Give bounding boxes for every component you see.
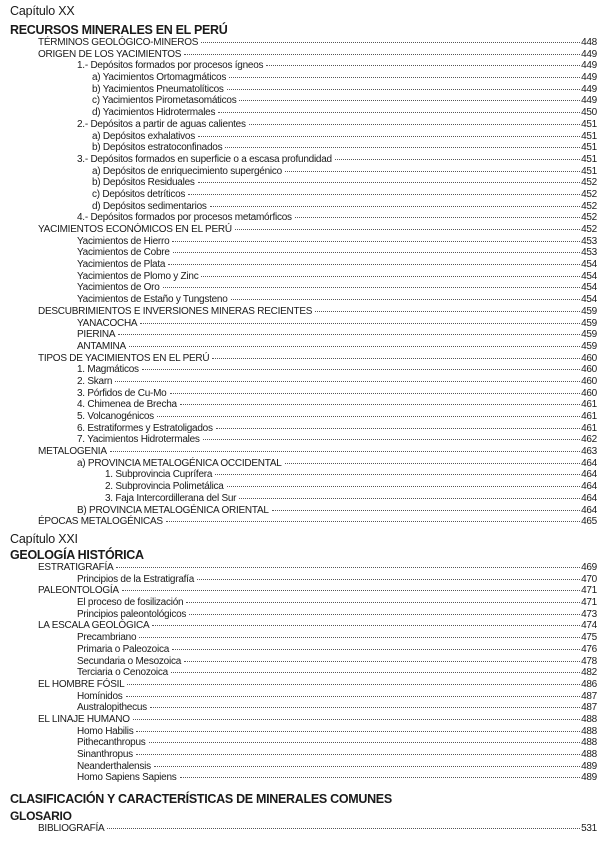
toc-entry-page: 487 — [581, 702, 597, 714]
dot-leader — [189, 614, 580, 615]
toc-entry-page: 453 — [581, 247, 597, 259]
toc-entry-page: 452 — [581, 224, 597, 235]
toc-entry-page: 464 — [581, 481, 597, 493]
dot-leader — [180, 404, 580, 405]
toc-entry-page: 487 — [581, 690, 597, 702]
toc-entry-title: BIBLIOGRAFÍA — [38, 823, 105, 834]
toc-entry-title: a) PROVINCIA METALOGÉNICA OCCIDENTAL — [77, 457, 282, 469]
toc-entry-page: 448 — [581, 37, 597, 48]
toc-entry-title: Yacimientos de Plata — [77, 259, 166, 271]
toc-entry-page: 454 — [581, 270, 597, 282]
toc-entry-page: 452 — [581, 188, 597, 200]
toc-entry-title: Principios de la Estratigrafía — [77, 573, 195, 585]
dot-leader — [170, 393, 581, 394]
toc-entry-page: 449 — [581, 95, 597, 107]
dot-leader — [227, 486, 580, 487]
toc-entry — [0, 423, 597, 435]
toc-entry — [0, 505, 597, 517]
toc-entry — [0, 376, 597, 388]
dot-leader — [172, 649, 580, 650]
toc-entry — [0, 236, 597, 248]
toc-entry-page: 459 — [581, 329, 597, 341]
dot-leader — [198, 136, 580, 137]
toc-entry — [0, 644, 597, 656]
toc-entry — [0, 341, 597, 353]
toc-entry — [0, 667, 597, 679]
toc-entry-title: b) Depósitos Residuales — [92, 177, 195, 189]
toc-entry-page: 489 — [581, 760, 597, 772]
dot-leader — [188, 194, 580, 195]
toc-entry-page: 469 — [581, 562, 597, 573]
toc-entry — [0, 154, 597, 166]
toc-entry — [0, 247, 597, 259]
toc-entry-page: 459 — [581, 305, 597, 317]
chapter-title: GEOLOGÍA HISTÓRICA — [10, 548, 144, 562]
toc-entry-title: 2. Subprovincia Polimetálica — [105, 481, 224, 493]
toc-entry — [0, 49, 597, 61]
toc-entry-title: c) Yacimientos Pirometasomáticos — [92, 95, 237, 107]
section-title: GLOSARIO — [10, 809, 72, 823]
toc-entry-page: 460 — [581, 352, 597, 364]
toc-entry — [0, 294, 597, 306]
toc-entry-title: 1. Subprovincia Cuprífera — [105, 469, 213, 481]
dot-leader — [136, 731, 580, 732]
dot-leader — [198, 182, 580, 183]
toc-entry-page: 474 — [581, 620, 597, 632]
dot-leader — [315, 311, 580, 312]
dot-leader — [154, 766, 580, 767]
toc-entry-title: 2. Skarn — [77, 375, 113, 387]
dot-leader — [180, 777, 581, 778]
toc-entry-title: 1. Magmáticos — [77, 364, 139, 376]
dot-leader — [285, 463, 581, 464]
toc-entry — [0, 37, 597, 49]
dot-leader — [231, 299, 581, 300]
toc-entry-title: c) Depósitos detríticos — [92, 188, 186, 200]
toc-entry-title: d) Depósitos sedimentarios — [92, 200, 207, 212]
toc-entry-title: Primaria o Paleozoica — [77, 643, 170, 655]
toc-entry-page: 470 — [581, 573, 597, 585]
toc-entry-title: B) PROVINCIA METALOGÉNICA ORIENTAL — [77, 504, 269, 516]
toc-entry-page: 463 — [581, 446, 597, 458]
dot-leader — [116, 567, 580, 568]
dot-leader — [168, 264, 580, 265]
toc-entry-title: d) Yacimientos Hidrotermales — [92, 107, 216, 119]
toc-entry-page: 460 — [581, 375, 597, 387]
toc-entry-title: 1.- Depósitos formados por procesos ígneos — [77, 60, 264, 72]
toc-entry — [0, 691, 597, 703]
dot-leader — [129, 346, 580, 347]
toc-entry-title: 7. Yacimientos Hidrotermales — [77, 434, 200, 446]
toc-entry — [0, 469, 597, 481]
toc-entry — [0, 201, 597, 213]
toc-entry-page: 475 — [581, 632, 597, 644]
toc-entry-page: 451 — [581, 165, 597, 177]
toc-entry-page: 459 — [581, 340, 597, 352]
toc-entry-title: Australopithecus — [77, 702, 147, 714]
toc-entry — [0, 364, 597, 376]
toc-entry — [0, 481, 597, 493]
toc-entry-title: 3. Faja Intercordillerana del Sur — [105, 492, 237, 504]
toc-entry — [0, 119, 597, 131]
toc-entry — [0, 714, 597, 726]
toc-entry-title: Yacimientos de Plomo y Zinc — [77, 270, 199, 282]
toc-entry-page: 488 — [581, 725, 597, 737]
toc-entry — [0, 189, 597, 201]
dot-leader — [218, 112, 580, 113]
dot-leader — [295, 217, 580, 218]
toc-entry-title: 5. Volcanogénicos — [77, 411, 154, 422]
toc-entry — [0, 107, 597, 119]
toc-entry-page: 488 — [581, 737, 597, 749]
chapter-title: RECURSOS MINERALES EN EL PERÚ — [10, 23, 228, 37]
toc-entry-page: 482 — [581, 667, 597, 679]
toc-entry-title: Pithecanthropus — [77, 737, 146, 749]
toc-entry — [0, 131, 597, 143]
dot-leader — [152, 625, 580, 626]
toc-entry-title: TIPOS DE YACIMIENTOS EN EL PERÚ — [38, 352, 210, 364]
toc-entry-title: ESTRATIGRAFÍA — [38, 562, 114, 573]
toc-entry-title: a) Depósitos exhalativos — [92, 130, 195, 142]
dot-leader — [173, 252, 580, 253]
toc-entry-title: Yacimientos de Estaño y Tungsteno — [77, 294, 228, 306]
toc-entry-page: 488 — [581, 749, 597, 760]
dot-leader — [239, 498, 580, 499]
toc-entry-page: 476 — [581, 643, 597, 655]
dot-leader — [107, 828, 580, 829]
toc-entry — [0, 434, 597, 446]
toc-entry — [0, 597, 597, 609]
toc-entry-page: 473 — [581, 608, 597, 620]
toc-entry — [0, 516, 597, 528]
toc-entry-title: Sinanthropus — [77, 749, 133, 760]
dot-leader — [227, 89, 580, 90]
toc-entry — [0, 562, 597, 574]
dot-leader — [163, 287, 580, 288]
toc-entry — [0, 329, 597, 341]
toc-entry-page: 465 — [581, 516, 597, 528]
toc-entry-page: 460 — [581, 387, 597, 399]
toc-entry-page: 454 — [581, 294, 597, 306]
toc-entry-page: 461 — [581, 411, 597, 422]
toc-entry-page: 459 — [581, 317, 597, 329]
dot-leader — [203, 439, 580, 440]
toc-entry — [0, 72, 597, 84]
toc-entry — [0, 399, 597, 411]
dot-leader — [127, 684, 580, 685]
toc-entry — [0, 353, 597, 365]
toc-entry-page: 449 — [581, 72, 597, 84]
dot-leader — [210, 206, 580, 207]
toc-entry — [0, 446, 597, 458]
dot-leader — [285, 171, 580, 172]
toc-entry-page: 452 — [581, 212, 597, 224]
toc-entry-page: 454 — [581, 259, 597, 271]
toc-entry — [0, 142, 597, 154]
toc-entry-title: 4. Chimenea de Brecha — [77, 399, 177, 411]
dot-leader — [239, 100, 580, 101]
dot-leader — [272, 510, 580, 511]
dot-leader — [118, 334, 580, 335]
dot-leader — [136, 754, 580, 755]
toc-entry — [0, 749, 597, 761]
toc-entry-title: 4.- Depósitos formados por procesos metamórficos — [77, 212, 292, 224]
toc-entry-title: LA ESCALA GEOLÓGICA — [38, 620, 150, 632]
toc-entry-title: b) Depósitos estratoconfinados — [92, 142, 223, 154]
dot-leader — [229, 77, 580, 78]
toc-entry-title: ORIGEN DE LOS YACIMIENTOS — [38, 48, 182, 60]
toc-entry-title: YACIMIENTOS ECONÓMICOS EN EL PERÚ — [38, 224, 232, 235]
toc-entry — [0, 411, 597, 423]
toc-entry-title: EL LINAJE HUMANO — [38, 713, 130, 725]
toc-list — [0, 562, 597, 784]
toc-entry — [0, 84, 597, 96]
toc-entry-title: ÉPOCAS METALOGÉNICAS — [38, 516, 163, 528]
toc-entry-title: EL HOMBRE FÓSIL — [38, 678, 125, 690]
toc-entry — [0, 823, 597, 835]
toc-list — [0, 823, 597, 835]
toc-entry — [0, 737, 597, 749]
dot-leader — [115, 381, 580, 382]
dot-leader — [212, 358, 580, 359]
toc-list — [0, 37, 597, 528]
dot-leader — [225, 147, 580, 148]
toc-entry-title: 3. Pórfidos de Cu-Mo — [77, 387, 167, 399]
toc-entry-title: Terciaria o Cenozoica — [77, 667, 168, 679]
toc-entry-page: 462 — [581, 434, 597, 446]
toc-entry — [0, 224, 597, 236]
toc-entry — [0, 271, 597, 283]
toc-entry — [0, 702, 597, 714]
toc-entry — [0, 585, 597, 597]
toc-entry-title: Homínidos — [77, 690, 123, 702]
toc-entry — [0, 726, 597, 738]
toc-entry-title: Precambriano — [77, 632, 137, 644]
toc-entry-title: ANTAMINA — [77, 340, 126, 352]
toc-entry-title: Homo Habilis — [77, 725, 134, 737]
toc-entry — [0, 166, 597, 178]
toc-entry-title: Principios paleontológicos — [77, 608, 187, 620]
toc-entry-title: DESCUBRIMIENTOS E INVERSIONES MINERAS RECIENTES — [38, 305, 313, 317]
toc-entry-title: PALEONTOLOGÍA — [38, 585, 119, 597]
dot-leader — [142, 369, 580, 370]
toc-entry-page: 486 — [581, 678, 597, 690]
toc-entry-page: 488 — [581, 713, 597, 725]
toc-entry-page: 452 — [581, 177, 597, 189]
toc-entry — [0, 656, 597, 668]
toc-entry-title: Yacimientos de Cobre — [77, 247, 170, 259]
toc-entry — [0, 95, 597, 107]
dot-leader — [126, 696, 581, 697]
toc-entry-title: El proceso de fosilización — [77, 597, 184, 609]
dot-leader — [216, 428, 580, 429]
toc-entry-page: 464 — [581, 457, 597, 469]
toc-entry-page: 471 — [581, 597, 597, 609]
toc-entry-title: Neanderthalensis — [77, 760, 151, 772]
toc-entry — [0, 761, 597, 773]
toc-entry-page: 451 — [581, 142, 597, 154]
toc-entry-title: a) Yacimientos Ortomagmáticos — [92, 72, 227, 84]
toc-entry-title: Secundaria o Mesozoica — [77, 655, 182, 667]
toc-entry — [0, 177, 597, 189]
toc-entry-page: 461 — [581, 422, 597, 434]
toc-entry-page: 531 — [581, 823, 597, 834]
toc-entry-title: 3.- Depósitos formados en superficie o a escasa profundidad — [77, 153, 332, 165]
toc-entry-title: PIERINA — [77, 329, 116, 341]
toc-entry-page: 464 — [581, 492, 597, 504]
chapter-label: Capítulo XXI — [10, 532, 78, 546]
toc-entry-title: YANACOCHA — [77, 317, 138, 329]
toc-entry-title: Yacimientos de Oro — [77, 282, 160, 294]
toc-entry-page: 460 — [581, 364, 597, 376]
dot-leader — [150, 707, 580, 708]
dot-leader — [335, 159, 580, 160]
dot-leader — [166, 521, 580, 522]
toc-entry — [0, 632, 597, 644]
dot-leader — [122, 590, 580, 591]
dot-leader — [139, 637, 580, 638]
dot-leader — [266, 65, 580, 66]
toc-entry-title: METALOGENIA — [38, 446, 107, 458]
toc-entry-page: 450 — [581, 107, 597, 119]
toc-entry — [0, 620, 597, 632]
toc-entry — [0, 306, 597, 318]
toc-entry-title: Homo Sapiens Sapiens — [77, 772, 177, 784]
toc-entry-page: 451 — [581, 130, 597, 142]
toc-entry-title: 2.- Depósitos a partir de aguas calientes — [77, 118, 246, 130]
toc-entry-title: TÉRMINOS GEOLÓGICO-MINEROS — [38, 37, 199, 48]
toc-entry-page: 453 — [581, 235, 597, 247]
toc-entry — [0, 212, 597, 224]
toc-entry-page: 449 — [581, 60, 597, 72]
toc-entry-title: 6. Estratiformes y Estratoligados — [77, 422, 213, 434]
dot-leader — [171, 672, 580, 673]
toc-entry — [0, 772, 597, 784]
dot-leader — [172, 241, 580, 242]
toc-entry-page: 449 — [581, 83, 597, 95]
toc-entry — [0, 388, 597, 400]
toc-entry-title: b) Yacimientos Pneumatolíticos — [92, 83, 224, 95]
dot-leader — [157, 416, 580, 417]
toc-entry-page: 452 — [581, 200, 597, 212]
dot-leader — [133, 719, 580, 720]
toc-entry — [0, 679, 597, 691]
dot-leader — [201, 42, 580, 43]
toc-entry — [0, 493, 597, 505]
toc-entry-page: 471 — [581, 585, 597, 597]
dot-leader — [235, 229, 580, 230]
toc-entry-page: 454 — [581, 282, 597, 294]
section-title: CLASIFICACIÓN Y CARACTERÍSTICAS DE MINERALES COMUNES — [10, 792, 392, 806]
toc-entry — [0, 282, 597, 294]
dot-leader — [184, 661, 580, 662]
toc-entry-page: 449 — [581, 48, 597, 60]
chapter-label: Capítulo XX — [10, 4, 75, 18]
toc-entry — [0, 574, 597, 586]
toc-entry-page: 451 — [581, 153, 597, 165]
toc-entry — [0, 318, 597, 330]
dot-leader — [201, 276, 580, 277]
toc-entry-page: 461 — [581, 399, 597, 411]
toc-entry — [0, 458, 597, 470]
dot-leader — [215, 474, 580, 475]
toc-entry-title: a) Depósitos de enriquecimiento supergénico — [92, 165, 282, 177]
toc-entry-page: 489 — [581, 772, 597, 784]
toc-entry-page: 464 — [581, 504, 597, 516]
dot-leader — [186, 602, 580, 603]
dot-leader — [184, 54, 580, 55]
toc-entry — [0, 609, 597, 621]
toc-entry-page: 451 — [581, 118, 597, 130]
toc-entry — [0, 60, 597, 72]
dot-leader — [149, 742, 581, 743]
toc-entry-title: Yacimientos de Hierro — [77, 235, 170, 247]
dot-leader — [140, 323, 580, 324]
dot-leader — [110, 451, 580, 452]
toc-entry — [0, 259, 597, 271]
dot-leader — [249, 124, 580, 125]
dot-leader — [197, 579, 580, 580]
toc-entry-page: 478 — [581, 655, 597, 667]
toc-entry-page: 464 — [581, 469, 597, 481]
